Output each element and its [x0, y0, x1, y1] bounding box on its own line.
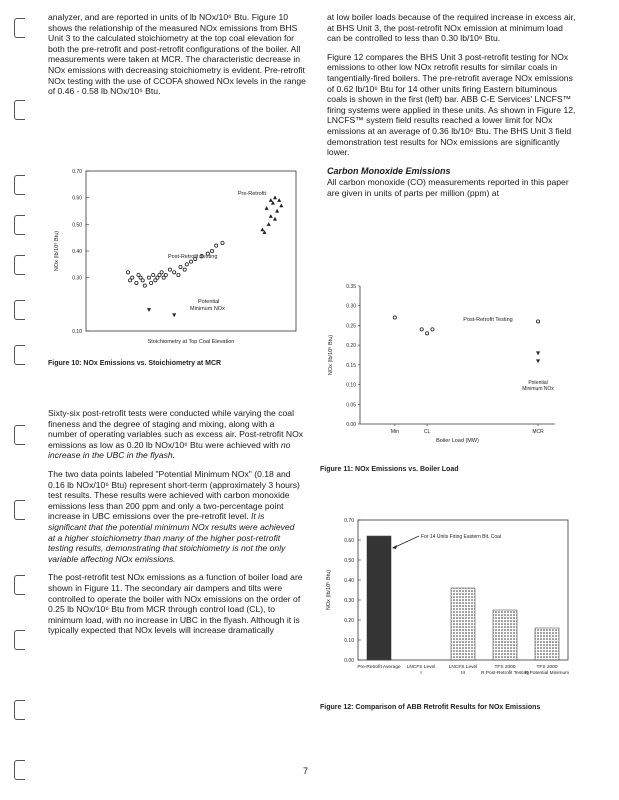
binding-mark [14, 345, 25, 365]
bar [493, 610, 517, 660]
y-tick-label: 0.50 [344, 558, 354, 564]
annotation: Minimum NOx [522, 386, 554, 392]
bar [535, 628, 559, 660]
y-tick-label: 0.05 [346, 402, 356, 409]
x-tick-label: TFS 2000 [494, 665, 516, 670]
y-tick-label: 0.60 [72, 195, 82, 202]
data-point [269, 198, 273, 202]
data-point [158, 273, 161, 276]
y-tick-label: 0.10 [346, 382, 356, 389]
y-tick-label: 0.70 [72, 169, 82, 175]
data-point [147, 308, 151, 312]
binding-mark [14, 18, 25, 38]
x-tick-label: R Potential Minimum [524, 671, 570, 676]
binding-mark [14, 575, 25, 595]
binding-mark [14, 175, 25, 195]
figure-10-caption: Figure 10: NOx Emissions vs. Stoichiometry at MCR [48, 360, 222, 367]
x-axis-label: Stoichiometry at Top Coal Elevation [147, 339, 235, 345]
data-point [269, 214, 273, 218]
y-tick-label: 0.70 [344, 518, 354, 524]
y-tick-label: 0.50 [72, 222, 82, 229]
data-point [168, 268, 171, 271]
right-column-top [327, 12, 579, 207]
data-point [431, 328, 434, 331]
annotation: Minimum NOx [190, 306, 225, 312]
annotation: Post-Retrofit Testing [168, 254, 218, 260]
y-tick-label: 0.10 [344, 638, 354, 644]
data-point [265, 206, 269, 210]
figure-11-chart [320, 278, 570, 453]
y-axis-label: NOx (lb/10⁶ Btu) [328, 334, 334, 376]
binding-mark [14, 300, 25, 320]
data-point [135, 281, 138, 284]
x-tick-label: CL [423, 429, 431, 435]
paragraph: Figure 12 compares the BHS Unit 3 post-retrofit testing for NOx emissions to other low NOx retrofit results for similar coals in tangentially-fired boilers. The pre-retrofit average NOx emissions of 0.62 lb/10⁶ Btu for 14 other units firing Eastern bituminous coals is shown in the first (left) bar. ABB C-E Services' LNCFS™ firing systems were applied in these units. As shown in Figure 12, LNCFS™ system field results reached a lower limit for NOx emissions at an average of 0.36 lb/10⁶ Btu. The BHS Unit 3 field demonstration test results for NOx emissions are significantly lower. [327, 51, 576, 158]
data-point [273, 217, 277, 221]
data-point [425, 332, 428, 335]
y-tick-label: 0.60 [344, 538, 354, 544]
y-tick-label: 0.30 [344, 598, 354, 604]
data-point [536, 359, 540, 363]
y-axis-label: NOx (lb/10⁶ Btu) [326, 569, 332, 611]
x-tick-label: Min [390, 429, 399, 435]
figure-10-chart [46, 163, 306, 348]
annotation-arrow [393, 536, 419, 548]
data-point [273, 195, 277, 199]
y-tick-label: 0.20 [346, 343, 356, 350]
data-point [393, 316, 396, 319]
binding-mark [14, 700, 25, 720]
y-tick-label: 0.10 [72, 329, 82, 335]
paragraph: All carbon monoxide (CO) measurements reported in this paper are given in units of parts per million (ppm) at [327, 177, 569, 198]
paragraph: at low boiler loads because of the required increase in excess air, at BHS Unit 3, the post-retrofit NOx emission at minimum load can be controlled to less than 0.30 lb/10⁶ Btu. [327, 12, 576, 44]
binding-mark [14, 215, 25, 235]
bar [367, 536, 391, 660]
data-point [179, 265, 182, 268]
data-point [129, 279, 132, 282]
data-point [221, 241, 224, 244]
y-tick-label: 0.20 [344, 618, 354, 624]
data-point [183, 268, 186, 271]
y-tick-label: 0.25 [346, 323, 356, 330]
annotation: Post-Retrofit Testing [463, 317, 513, 323]
data-point [185, 263, 188, 266]
paragraph: The post-retrofit test NOx emissions as a function of boiler load are shown in Figure 11. The secondary air dampers and tilts were controlled to operate the boiler with NOx emissions on the order of 0.25 lb NOx/10⁶ Btu from MCR through control load (CL), to minimum load, with no increase in UBC in the flyash. Although it is typically expected that NOx levels will increase dramatically [48, 572, 303, 636]
figure-11-caption: Figure 11: NOx Emissions vs. Boiler Load [320, 466, 459, 473]
paragraph: The two data points labeled "Potential Minimum NOx" (0.18 and 0.16 lb NOx/10⁶ Btu) represent short-term (approximately 3 hours) test results. These results were achieved with carbon monoxide emissions less than 200 ppm and only a two-percentage point increase in UBC emissions over the pre-retrofit level. It is significant that the potential minimum NOx results were achieved at a higher stoichiometry than many of the higher post-retrofit testing results, demonstrating that stoichiometry is not the only variable affecting NOx emissions. [48, 468, 300, 564]
y-tick-label: 0.40 [72, 249, 82, 255]
figure-12-chart [318, 512, 578, 687]
annotation: Potential [528, 380, 548, 386]
data-point [279, 203, 283, 207]
page-number: 7 [303, 766, 309, 776]
data-point [536, 351, 540, 355]
annotation: For 14 Units Firing Eastern Bit. Coal [421, 534, 502, 540]
binding-mark [14, 255, 25, 275]
data-point [162, 276, 165, 279]
data-point [172, 313, 176, 317]
x-tick-label: III [461, 671, 465, 676]
data-point [215, 244, 218, 247]
data-point [189, 260, 192, 263]
data-point [420, 328, 423, 331]
data-point [173, 271, 176, 274]
data-point [154, 279, 157, 282]
y-tick-label: 0.30 [346, 303, 356, 310]
annotation: Potential [198, 299, 220, 305]
binding-mark [14, 500, 25, 520]
binding-mark [14, 630, 25, 650]
section-heading: Carbon Monoxide Emissions [327, 165, 451, 176]
data-point [260, 227, 264, 231]
x-tick-label: R Post-Retrofit Testing [481, 671, 529, 676]
binding-mark [14, 425, 25, 445]
data-point [147, 276, 150, 279]
x-tick-label: Pre-Retrofit Average [357, 665, 401, 670]
y-tick-label: 0.30 [72, 275, 82, 282]
y-tick-label: 0.15 [346, 362, 356, 369]
data-point [126, 271, 129, 274]
y-tick-label: 0.35 [346, 284, 356, 290]
x-tick-label: MCR [532, 429, 544, 435]
y-axis-label: NOx (lb/10⁶ Btu) [54, 230, 60, 272]
y-tick-label: 0.00 [346, 422, 356, 428]
x-tick-label: I [420, 671, 422, 676]
binding-mark [14, 760, 25, 780]
paragraph: Sixty-six post-retrofit tests were conducted while varying the coal fineness and the degree of staging and mixing, along with a number of operating variables such as excess air. Post-retrofit NOx emissions as low as 0.20 lb NOx/10⁶ Btu were achieved with no increase in the UBC in the flyash. [48, 408, 304, 461]
data-point [536, 320, 539, 323]
data-point [177, 273, 180, 276]
data-point [143, 284, 146, 287]
data-point [150, 281, 153, 284]
left-column-top [48, 12, 306, 105]
left-column-bottom [48, 408, 304, 644]
data-point [139, 276, 142, 279]
y-tick-label: 0.00 [344, 658, 354, 664]
x-tick-label: TFS 2000 [536, 665, 558, 670]
data-point [275, 209, 279, 213]
data-point [277, 198, 281, 202]
annotation: Pre-Retrofit [237, 191, 266, 197]
data-point [152, 273, 155, 276]
data-point [267, 222, 271, 226]
paragraph: analyzer, and are reported in units of lb NOx/10⁶ Btu. Figure 10 shows the relationship of the measured NOx emissions from BHS Unit 3 to the calculated stoichiometry at the top coal elevation for both the pre-retrofit and post-retrofit configurations of the boiler. All measurements were taken at MCR. The characteristic decrease in NOx emissions with decreasing stoichiometry is evident. Pre-retrofit NOx testing with the use of CCOFA showed NOx levels in the range of 0.46 - 0.58 lb NOx/10⁶ Btu. [48, 12, 306, 97]
x-axis-label: Boiler Load (MW) [436, 438, 479, 444]
y-tick-label: 0.40 [344, 578, 354, 584]
x-tick-label: LNCFS Level [448, 665, 478, 670]
arrow-head [392, 545, 397, 549]
bar [451, 588, 475, 660]
x-tick-label: LNCFS Level [406, 665, 436, 670]
binding-mark [14, 100, 25, 120]
figure-12-caption: Figure 12: Comparison of ABB Retrofit Results for NOx Emissions [320, 704, 541, 711]
data-point [210, 249, 213, 252]
